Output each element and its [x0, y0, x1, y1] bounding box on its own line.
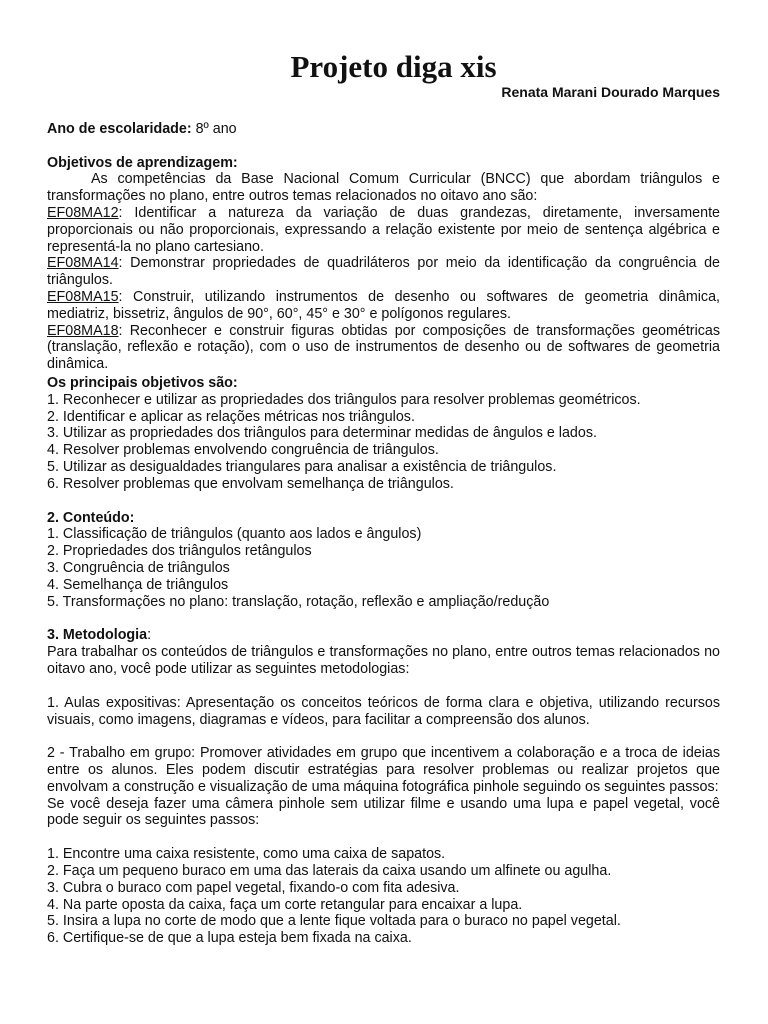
- list-item: 2. Identificar e aplicar as relações métricas nos triângulos.: [47, 408, 415, 425]
- content-heading: 2. Conteúdo:: [47, 509, 135, 526]
- grade-line: [47, 121, 720, 138]
- list-item: 1. Encontre uma caixa resistente, como uma caixa de sapatos.: [47, 846, 446, 863]
- bncc-item: [47, 323, 720, 373]
- author-name: Renata Marani Dourado Marques: [501, 84, 720, 100]
- document-page: [47, 50, 720, 947]
- bncc-code: EF08MA14: [47, 255, 119, 272]
- methodology-paragraph: Se você deseja fazer uma câmera pinhole sem utilizar filme e usando uma lupa e papel vegetal, você pode seguir os seguintes passos:: [47, 795, 720, 829]
- bncc-code: EF08MA15: [47, 288, 119, 305]
- list-item: 6. Certifique-se de que a lupa esteja bem fixada na caixa.: [47, 930, 412, 947]
- list-item: 2. Propriedades dos triângulos retângulos: [47, 543, 312, 560]
- list-item: 3. Cubra o buraco com papel vegetal, fixando-o com fita adesiva.: [47, 879, 460, 896]
- list-item: 5. Insira a lupa no corte de modo que a lente fique voltada para o buraco no papel vegetal.: [47, 913, 621, 930]
- bncc-code: EF08MA12: [47, 204, 119, 221]
- list-item: 5. Transformações no plano: translação, rotação, reflexão e ampliação/redução: [47, 593, 550, 610]
- bncc-text: : Reconhecer e construir figuras obtidas por composições de transformações geométricas (translação, reflexão e rotação), com o uso de instrumentos de desenho ou de softwares de geometria dinâmica.: [47, 322, 720, 373]
- list-item: 1. Reconhecer e utilizar as propriedades dos triângulos para resolver problemas geométricos.: [47, 391, 641, 408]
- list-item: 5. Utilizar as desigualdades triangulares para analisar a existência de triângulos.: [47, 458, 557, 475]
- list-item: 4. Semelhança de triângulos: [47, 576, 229, 593]
- list-item: 1. Classificação de triângulos (quanto aos lados e ângulos): [47, 526, 422, 543]
- list-item: 6. Resolver problemas que envolvam semelhança de triângulos.: [47, 475, 454, 492]
- grade-label: Ano de escolaridade:: [47, 120, 192, 137]
- methodology-heading-line: 3. Metodologia:: [47, 627, 152, 644]
- methodology-paragraph: 2 - Trabalho em grupo: Promover atividades em grupo que incentivem a colaboração e a troca de ideias entre os alunos. Eles podem discutir estratégias para resolver problemas ou realizar projetos que envolvam a construção e visualização de uma máquina fotográfica pinhole seguindo os seguintes passos:: [47, 745, 720, 795]
- bncc-item: [47, 289, 720, 323]
- list-item: 3. Congruência de triângulos: [47, 559, 230, 576]
- list-item: 4. Resolver problemas envolvendo congruência de triângulos.: [47, 442, 439, 459]
- bncc-text: : Construir, utilizando instrumentos de desenho ou softwares de geometria dinâmica, mediatriz, bissetriz, ângulos de 90°, 60°, 45° e 30° e polígonos regulares.: [47, 288, 720, 322]
- objectives-heading: Objetivos de aprendizagem:: [47, 154, 238, 171]
- bncc-item: [47, 205, 720, 255]
- main-objectives-heading: Os principais objetivos são:: [47, 374, 238, 391]
- methodology-intro: Para trabalhar os conteúdos de triângulos e transformações no plano, entre outros temas relacionados no oitavo ano, você pode utilizar as seguintes metodologias:: [47, 644, 720, 677]
- objectives-intro: As competências da Base Nacional Comum Curricular (BNCC) que abordam triângulos e transformações no plano, entre outros temas relacionados no oitavo ano são:: [47, 171, 720, 205]
- grade-value: 8º ano: [195, 120, 237, 137]
- methodology-heading: 3. Metodologia: [47, 627, 148, 644]
- list-item: 4. Na parte oposta da caixa, faça um corte retangular para encaixar a lupa.: [47, 896, 523, 913]
- document-title: Projeto diga xis: [290, 49, 497, 84]
- list-item: 3. Utilizar as propriedades dos triângulos para determinar medidas de ângulos e lados.: [47, 425, 597, 442]
- bncc-text: : Identificar a natureza da variação de duas grandezas, diretamente, inversamente proporcionais ou não proporcionais, expressando a relação existente por meio de sentença algébrica e representá-la no plano cartesiano.: [47, 204, 720, 255]
- list-item: 2. Faça um pequeno buraco em uma das laterais da caixa usando um alfinete ou agulha.: [47, 863, 612, 880]
- bncc-text: : Demonstrar propriedades de quadriláteros por meio da identificação da congruência de triângulos.: [47, 255, 720, 289]
- bncc-code: EF08MA18: [47, 322, 119, 339]
- bncc-item: [47, 255, 720, 289]
- methodology-paragraph: 1. Aulas expositivas: Apresentação os conceitos teóricos de forma clara e objetiva, utilizando recursos visuais, como imagens, diagramas e vídeos, para facilitar a compreensão dos alunos.: [47, 694, 720, 728]
